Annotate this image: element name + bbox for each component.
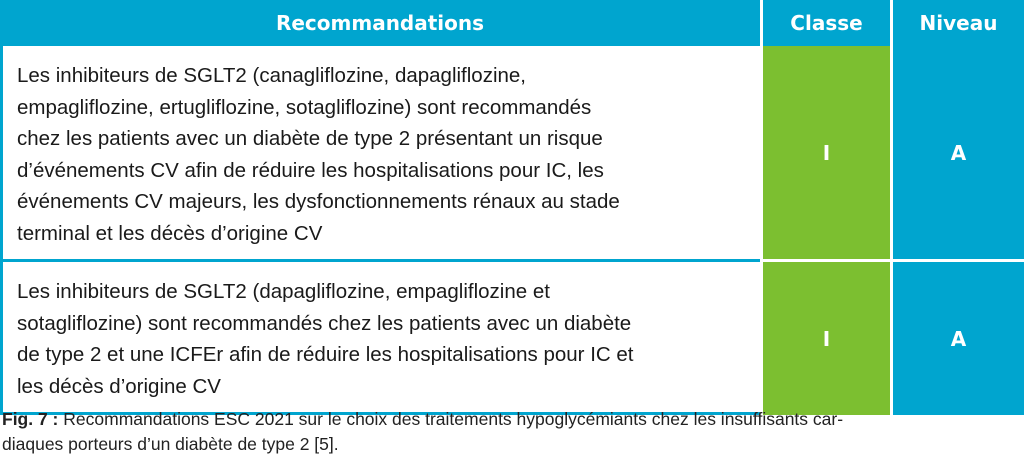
text-line: chez les patients avec un diabète de type 2 présentant un risque xyxy=(17,127,603,150)
header-recommandations: Recommandations xyxy=(0,0,760,46)
header-classe: Classe xyxy=(760,0,890,46)
text-line: de type 2 et une ICFEr afin de réduire les hospitalisations pour IC et xyxy=(17,343,634,366)
text-line: les décès d’origine CV xyxy=(17,374,221,398)
text-line: terminal et les décès d’origine CV xyxy=(17,221,323,245)
text-line: Les inhibiteurs de SGLT2 (dapagliflozine, empagliflozine et xyxy=(17,280,550,303)
caption-text-1: Recommandations ESC 2021 sur le choix des traitements hypoglycémiants chez les insuffisants car- xyxy=(63,409,844,429)
table-header-row xyxy=(0,0,1024,46)
caption-line-1 xyxy=(2,407,1022,432)
figure-caption xyxy=(2,407,1022,457)
recommendation-text xyxy=(0,46,760,262)
text-line: d’événements CV afin de réduire les hospitalisations pour IC, les xyxy=(17,158,604,182)
niveau-value: A xyxy=(890,46,1024,262)
text-line: empagliflozine, ertugliflozine, sotagliflozine) sont recommandés xyxy=(17,95,592,119)
table-row xyxy=(0,46,1024,262)
figure-label: Fig. 7 : xyxy=(2,409,59,429)
text-line: Les inhibiteurs de SGLT2 (canagliflozine, dapagliflozine, xyxy=(17,64,527,87)
classe-value: I xyxy=(760,46,890,262)
text-line: sotagliflozine) sont recommandés chez les patients avec un diabète xyxy=(17,311,632,335)
niveau-value: A xyxy=(890,262,1024,415)
caption-line-2: diaques porteurs d’un diabète de type 2 [5]. xyxy=(2,434,339,454)
table-row xyxy=(0,262,1024,415)
classe-value: I xyxy=(760,262,890,415)
header-niveau: Niveau xyxy=(890,0,1024,46)
recommendation-text xyxy=(0,262,760,415)
text-line: événements CV majeurs, les dysfonctionnements rénaux au stade xyxy=(17,190,620,213)
